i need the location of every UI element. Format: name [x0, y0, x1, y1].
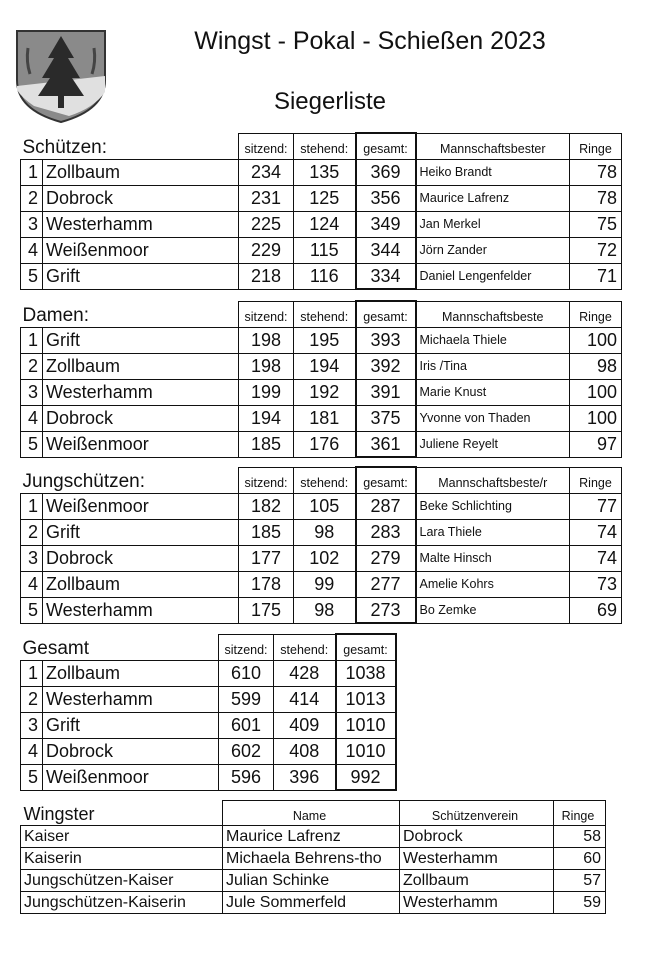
rank: 5 — [21, 764, 43, 790]
table-row — [21, 263, 622, 289]
rank: 2 — [21, 353, 43, 379]
column-header: Mannschaftsbester — [416, 133, 570, 159]
score-standing: 195 — [294, 327, 356, 353]
column-header: stehend: — [294, 301, 356, 327]
rank: 1 — [21, 660, 43, 686]
score-sitting: 185 — [239, 519, 294, 545]
rank: 5 — [21, 263, 43, 289]
score-standing: 99 — [294, 571, 356, 597]
column-header: sitzend: — [239, 133, 294, 159]
club-cell: Westerhamm — [400, 848, 554, 870]
score-sitting: 599 — [219, 686, 274, 712]
rank: 3 — [21, 379, 43, 405]
score-sitting: 234 — [239, 159, 294, 185]
club-cell: Zollbaum — [400, 870, 554, 892]
table-row — [21, 597, 622, 623]
rank: 4 — [21, 405, 43, 431]
column-header: sitzend: — [239, 301, 294, 327]
rings: 69 — [570, 597, 622, 623]
score-sitting: 601 — [219, 712, 274, 738]
score-total: 375 — [356, 405, 416, 431]
score-total: 277 — [356, 571, 416, 597]
table-row — [21, 405, 622, 431]
rings: 60 — [554, 848, 606, 870]
table-row — [21, 571, 622, 597]
score-standing: 428 — [274, 660, 336, 686]
score-sitting: 602 — [219, 738, 274, 764]
rank: 3 — [21, 712, 43, 738]
rings: 77 — [570, 493, 622, 519]
rank: 5 — [21, 431, 43, 457]
rings: 74 — [570, 519, 622, 545]
score-total: 1010 — [336, 738, 396, 764]
table-row — [21, 353, 622, 379]
section-table-damen — [20, 300, 622, 458]
rings: 75 — [570, 211, 622, 237]
table-row — [21, 211, 622, 237]
column-header: Ringe — [554, 801, 606, 826]
team-name: Zollbaum — [43, 571, 239, 597]
score-sitting: 610 — [219, 660, 274, 686]
score-sitting: 225 — [239, 211, 294, 237]
best-shooter: Jörn Zander — [416, 237, 570, 263]
coat-of-arms-fir-tree-icon — [14, 28, 108, 124]
score-total: 1013 — [336, 686, 396, 712]
score-total: 1038 — [336, 660, 396, 686]
column-header: gesamt: — [356, 301, 416, 327]
column-header: stehend: — [294, 467, 356, 493]
section-title: Damen: — [22, 304, 90, 326]
score-total: 279 — [356, 545, 416, 571]
score-sitting: 175 — [239, 597, 294, 623]
rank: 1 — [21, 159, 43, 185]
rank: 2 — [21, 686, 43, 712]
table-row — [21, 686, 396, 712]
score-sitting: 178 — [239, 571, 294, 597]
team-name: Weißenmoor — [43, 237, 239, 263]
rank: 4 — [21, 237, 43, 263]
table-row — [21, 848, 606, 870]
score-standing: 135 — [294, 159, 356, 185]
score-sitting: 182 — [239, 493, 294, 519]
score-standing: 396 — [274, 764, 336, 790]
name-cell: Jule Sommerfeld — [223, 892, 400, 914]
team-name: Westerhamm — [43, 686, 219, 712]
best-shooter: Daniel Lengenfelder — [416, 263, 570, 289]
table-row — [21, 327, 622, 353]
team-name: Dobrock — [43, 545, 239, 571]
score-total: 1010 — [336, 712, 396, 738]
table-row — [21, 379, 622, 405]
table-row — [21, 738, 396, 764]
best-shooter: Bo Zemke — [416, 597, 570, 623]
column-header: gesamt: — [356, 467, 416, 493]
score-total: 349 — [356, 211, 416, 237]
rank: 4 — [21, 738, 43, 764]
rings: 100 — [570, 405, 622, 431]
score-total: 392 — [356, 353, 416, 379]
score-total: 283 — [356, 519, 416, 545]
rings: 98 — [570, 353, 622, 379]
score-sitting: 194 — [239, 405, 294, 431]
title-cell: Jungschützen-Kaiser — [21, 870, 223, 892]
best-shooter: Malte Hinsch — [416, 545, 570, 571]
rank: 2 — [21, 185, 43, 211]
page-title: Wingst - Pokal - Schießen 2023 — [194, 27, 546, 55]
score-sitting: 185 — [239, 431, 294, 457]
club-cell: Dobrock — [400, 826, 554, 848]
score-sitting: 218 — [239, 263, 294, 289]
column-header: sitzend: — [219, 634, 274, 660]
name-cell: Julian Schinke — [223, 870, 400, 892]
rank: 5 — [21, 597, 43, 623]
best-shooter: Heiko Brandt — [416, 159, 570, 185]
score-standing: 102 — [294, 545, 356, 571]
best-shooter: Jan Merkel — [416, 211, 570, 237]
score-sitting: 198 — [239, 327, 294, 353]
table-row — [21, 519, 622, 545]
name-cell: Maurice Lafrenz — [223, 826, 400, 848]
rings: 59 — [554, 892, 606, 914]
team-name: Weißenmoor — [43, 764, 219, 790]
best-shooter: Amelie Kohrs — [416, 571, 570, 597]
score-standing: 116 — [294, 263, 356, 289]
title-cell: Kaiserin — [21, 848, 223, 870]
table-row — [21, 660, 396, 686]
rank: 3 — [21, 545, 43, 571]
table-row — [21, 826, 606, 848]
score-standing: 125 — [294, 185, 356, 211]
score-total: 393 — [356, 327, 416, 353]
rank: 2 — [21, 519, 43, 545]
team-name: Dobrock — [43, 405, 239, 431]
rank: 1 — [21, 327, 43, 353]
best-shooter: Beke Schlichting — [416, 493, 570, 519]
rings: 57 — [554, 870, 606, 892]
section-title: Schützen: — [22, 136, 107, 158]
section-table-jungschuetzen — [20, 466, 622, 624]
table-row — [21, 185, 622, 211]
score-standing: 98 — [294, 519, 356, 545]
rings: 100 — [570, 379, 622, 405]
column-header: Ringe — [570, 133, 622, 159]
rings: 72 — [570, 237, 622, 263]
table-row — [21, 545, 622, 571]
team-name: Westerhamm — [43, 597, 239, 623]
score-standing: 192 — [294, 379, 356, 405]
team-name: Grift — [43, 519, 239, 545]
column-header: stehend: — [294, 133, 356, 159]
section-title: Jungschützen: — [22, 470, 146, 492]
column-header: stehend: — [274, 634, 336, 660]
team-name: Westerhamm — [43, 211, 239, 237]
team-name: Zollbaum — [43, 159, 239, 185]
best-shooter: Marie Knust — [416, 379, 570, 405]
column-header: Ringe — [570, 301, 622, 327]
best-shooter: Iris /Tina — [416, 353, 570, 379]
team-name: Grift — [43, 263, 239, 289]
table-row — [21, 712, 396, 738]
rings: 71 — [570, 263, 622, 289]
rank: 4 — [21, 571, 43, 597]
best-shooter: Maurice Lafrenz — [416, 185, 570, 211]
best-shooter: Yvonne von Thaden — [416, 405, 570, 431]
column-header: Mannschaftsbeste — [416, 301, 570, 327]
team-name: Zollbaum — [43, 353, 239, 379]
team-name: Dobrock — [43, 738, 219, 764]
team-name: Dobrock — [43, 185, 239, 211]
table-row — [21, 493, 622, 519]
score-total: 356 — [356, 185, 416, 211]
club-cell: Westerhamm — [400, 892, 554, 914]
column-header: Ringe — [570, 467, 622, 493]
column-header: Schützenverein — [400, 801, 554, 826]
team-name: Grift — [43, 327, 239, 353]
best-shooter: Lara Thiele — [416, 519, 570, 545]
score-standing: 98 — [294, 597, 356, 623]
column-header: Mannschaftsbeste/r — [416, 467, 570, 493]
score-standing: 414 — [274, 686, 336, 712]
rank: 1 — [21, 493, 43, 519]
rings: 58 — [554, 826, 606, 848]
team-name: Weißenmoor — [43, 431, 239, 457]
table-row — [21, 870, 606, 892]
score-standing: 181 — [294, 405, 356, 431]
team-name: Grift — [43, 712, 219, 738]
score-standing: 408 — [274, 738, 336, 764]
rings: 78 — [570, 159, 622, 185]
team-name: Zollbaum — [43, 660, 219, 686]
score-sitting: 198 — [239, 353, 294, 379]
title-cell: Kaiser — [21, 826, 223, 848]
score-standing: 105 — [294, 493, 356, 519]
team-name: Weißenmoor — [43, 493, 239, 519]
score-standing: 409 — [274, 712, 336, 738]
title-cell: Jungschützen-Kaiserin — [21, 892, 223, 914]
rings: 97 — [570, 431, 622, 457]
rank: 3 — [21, 211, 43, 237]
score-total: 287 — [356, 493, 416, 519]
table-row — [21, 892, 606, 914]
table-row — [21, 764, 396, 790]
score-sitting: 596 — [219, 764, 274, 790]
score-total: 334 — [356, 263, 416, 289]
best-shooter: Michaela Thiele — [416, 327, 570, 353]
team-name: Westerhamm — [43, 379, 239, 405]
best-shooter: Juliene Reyelt — [416, 431, 570, 457]
score-sitting: 229 — [239, 237, 294, 263]
rings: 74 — [570, 545, 622, 571]
score-standing: 194 — [294, 353, 356, 379]
page-subtitle: Siegerliste — [273, 88, 387, 115]
score-standing: 124 — [294, 211, 356, 237]
score-total: 361 — [356, 431, 416, 457]
name-cell: Michaela Behrens-tho — [223, 848, 400, 870]
score-total: 369 — [356, 159, 416, 185]
rings: 100 — [570, 327, 622, 353]
section-title: Gesamt — [22, 637, 90, 659]
section-table-wingster — [20, 800, 606, 914]
score-standing: 176 — [294, 431, 356, 457]
score-sitting: 177 — [239, 545, 294, 571]
rings: 73 — [570, 571, 622, 597]
score-sitting: 199 — [239, 379, 294, 405]
column-header: gesamt: — [356, 133, 416, 159]
column-header: sitzend: — [239, 467, 294, 493]
table-row — [21, 431, 622, 457]
score-standing: 115 — [294, 237, 356, 263]
section-table-schuetzen — [20, 132, 622, 290]
score-sitting: 231 — [239, 185, 294, 211]
column-header: gesamt: — [336, 634, 396, 660]
column-header: Name — [223, 801, 400, 826]
score-total: 273 — [356, 597, 416, 623]
score-total: 992 — [336, 764, 396, 790]
table-row — [21, 159, 622, 185]
score-total: 344 — [356, 237, 416, 263]
table-row — [21, 237, 622, 263]
rings: 78 — [570, 185, 622, 211]
section-title: Wingster — [23, 804, 95, 824]
score-total: 391 — [356, 379, 416, 405]
section-table-gesamt — [20, 633, 397, 791]
